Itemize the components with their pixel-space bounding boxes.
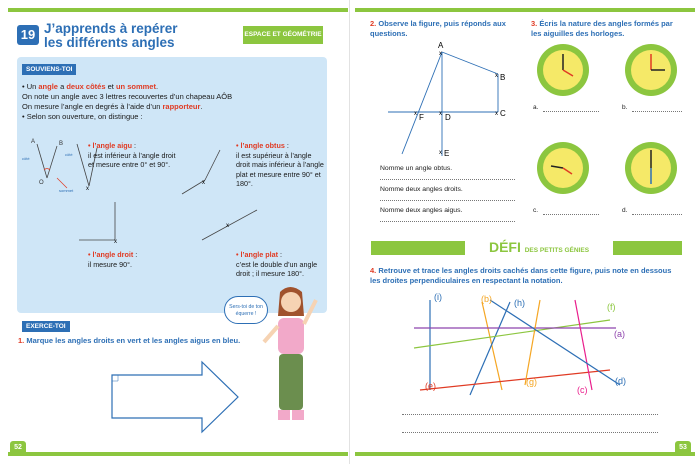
svg-text:A: A bbox=[438, 41, 444, 50]
def-droit: • l’angle droit : il mesure 90°. bbox=[88, 250, 138, 269]
lesson-number: 19 bbox=[17, 25, 39, 45]
line-label-b: (b) bbox=[481, 294, 492, 304]
svg-text:x: x bbox=[114, 239, 117, 245]
domain-tag: ESPACE ET GÉOMÉTRIE bbox=[243, 26, 323, 44]
answer-line[interactable] bbox=[632, 111, 682, 112]
line-label-i: (i) bbox=[434, 292, 442, 302]
def-aigu: • l’angle aigu : il est inférieur à l’angle droit et mesure entre 0° et 90°. bbox=[88, 141, 176, 169]
q2-aigus: Nomme deux angles aigus. bbox=[380, 207, 463, 214]
straight-angle bbox=[202, 210, 257, 240]
svg-text:x: x bbox=[495, 73, 498, 79]
answer-line[interactable] bbox=[543, 111, 599, 112]
clock-label-c: c. bbox=[533, 207, 539, 214]
question-4: 4. Retrouve et trace les angles droits cachés dans cette figure, puis note en dessous les droites perpendiculaires en respectant la notation. bbox=[370, 266, 672, 285]
answer-line[interactable] bbox=[380, 221, 515, 222]
clock-label-b: b. bbox=[622, 104, 628, 111]
definition-text: • Un angle a deux côtés et un sommet. On note un angle avec 3 lettres recouvertes d’un chapeau AÔB On mesure l’angle en degrés à l’aide d’un rapporteur. • Selon son ouverture, on distingue : bbox=[22, 82, 233, 121]
clock-b bbox=[625, 44, 677, 96]
defi-title: DÉFI DES PETITS GÉNIES bbox=[465, 237, 613, 257]
def-plat: • l’angle plat : c’est le double d’un angle droit ; il mesure 180°. bbox=[236, 250, 318, 278]
answer-line[interactable] bbox=[632, 214, 682, 215]
clock-d bbox=[625, 142, 677, 194]
labelled-angle bbox=[22, 139, 74, 193]
question-2: 2. Observe la figure, puis réponds aux questions. bbox=[370, 19, 506, 38]
clocks bbox=[536, 40, 681, 220]
line-label-d: (d) bbox=[615, 376, 626, 386]
line-label-h: (h) bbox=[514, 298, 525, 308]
q2-obtus: Nomme un angle obtus. bbox=[380, 165, 453, 172]
line-label-f: (f) bbox=[607, 302, 616, 312]
top-border bbox=[355, 8, 695, 12]
page-number-left: 52 bbox=[10, 441, 26, 455]
line-label-e: (e) bbox=[425, 381, 436, 391]
line-label-g: (g) bbox=[526, 377, 537, 387]
svg-text:x: x bbox=[495, 111, 498, 117]
clock-a bbox=[537, 44, 589, 96]
page-number-right: 53 bbox=[675, 441, 691, 455]
bottom-border bbox=[355, 452, 695, 456]
svg-text:B: B bbox=[500, 73, 506, 82]
question-3: 3. Écris la nature des angles formés par les aiguilles des horloges. bbox=[531, 19, 673, 38]
figure-abcdef bbox=[368, 38, 518, 158]
svg-text:côté: côté bbox=[22, 156, 30, 161]
svg-text:x: x bbox=[226, 223, 229, 229]
souviens-toi-tag: SOUVIENS-TOI bbox=[22, 64, 76, 75]
svg-text:x: x bbox=[202, 180, 205, 186]
lesson-title: J’apprends à repérer les différents angles bbox=[44, 21, 178, 50]
svg-text:C: C bbox=[500, 109, 506, 118]
top-border bbox=[8, 8, 348, 12]
svg-text:x: x bbox=[414, 111, 417, 117]
clock-label-d: d. bbox=[622, 207, 628, 214]
clock-c bbox=[537, 142, 589, 194]
exerce-toi-tag: EXERCE-TOI bbox=[22, 321, 70, 332]
clock-label-a: a. bbox=[533, 104, 539, 111]
answer-line[interactable] bbox=[402, 432, 658, 433]
svg-text:x: x bbox=[439, 51, 442, 57]
svg-text:O: O bbox=[39, 180, 44, 186]
svg-text:x: x bbox=[86, 186, 89, 192]
svg-text:E: E bbox=[444, 149, 450, 158]
svg-text:côté: côté bbox=[65, 152, 73, 157]
svg-text:sommet: sommet bbox=[59, 188, 74, 193]
q2-droits: Nomme deux angles droits. bbox=[380, 186, 463, 193]
svg-text:A: A bbox=[31, 139, 36, 145]
answer-line[interactable] bbox=[402, 414, 658, 415]
bottom-border bbox=[8, 452, 348, 456]
obtuse-angle bbox=[182, 150, 220, 194]
svg-text:F: F bbox=[419, 113, 424, 122]
line-label-c: (c) bbox=[577, 385, 588, 395]
svg-text:x: x bbox=[439, 150, 442, 156]
svg-text:D: D bbox=[445, 113, 451, 122]
svg-text:x: x bbox=[439, 111, 442, 117]
def-obtus: • l’angle obtus : il est supérieur à l’angle droit mais inférieur à l’angle plat et mesure entre 90° et 180°. bbox=[236, 141, 324, 188]
svg-text:B: B bbox=[59, 141, 64, 147]
question-1: 1. Marque les angles droits en vert et les angles aigus en bleu. bbox=[18, 336, 241, 345]
answer-line[interactable] bbox=[543, 214, 599, 215]
speech-bubble: Sers-toi de ton équerre ! bbox=[224, 296, 268, 324]
answer-line[interactable] bbox=[380, 200, 515, 201]
right-angle bbox=[79, 202, 117, 245]
arrow-figure[interactable] bbox=[110, 360, 240, 435]
answer-line[interactable] bbox=[380, 179, 515, 180]
girl-illustration bbox=[250, 280, 330, 440]
line-label-a: (a) bbox=[614, 329, 625, 339]
